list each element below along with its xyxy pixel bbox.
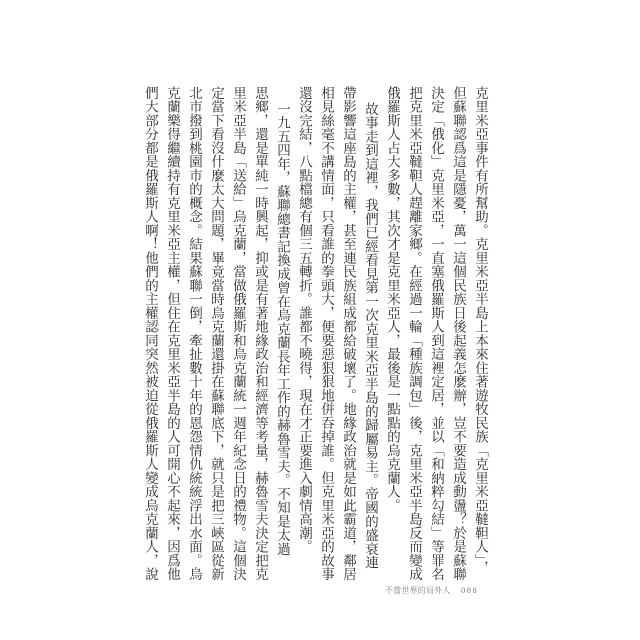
text-column: 一九五四年，蘇聯總書記換成曾在烏克蘭長年工作的赫魯雪夫。不知是太過 (275, 102, 290, 556)
text-column: 俄羅斯人占大多數，其次才是克里米亞人，最後是一點點的烏克蘭人。 (385, 86, 400, 513)
text-column: 但蘇聯認爲這是隱憂，萬一這個民族日後起義怎麼辦，豈不要造成動盪？於是蘇聯 (451, 86, 466, 581)
text-column: 克蘭樂得繼續持有克里米亞主權，但住在克里米亞半島的人可開心不起來，因爲他 (165, 86, 180, 581)
text-column: 還沒完結，八點檔總有個三五轉折。誰都不曉得，現在才正要進入劇情高潮。 (297, 86, 312, 554)
text-column: 相見絲毫不講情面，只看誰的拳頭大，便要惡狠狠地併吞掉誰。但克里米亞的故事 (319, 86, 334, 581)
text-column: 北市撥到桃園市的概念。結果蘇聯一倒，牽扯數十年的恩怨情仇統統浮出水面。烏 (187, 86, 202, 581)
text-column: 把克里米亞韃靼人趕離家鄉。在經過一輪「種族調包」後，克里米亞半島反而變成 (407, 86, 422, 581)
text-column: 故事走到這裡，我們已經看見第一次克里米亞半島的歸屬易主。帝國的盛衰連 (363, 102, 378, 570)
text-column: 們大部分都是俄羅斯人啊！他們的主權認同突然被迫從俄羅斯人變成烏克蘭人，說 (143, 86, 158, 581)
text-column: 決定「俄化」克里米亞，一直塞俄羅斯人到這裡定居，並以「和納粹勾結」等罪名 (429, 86, 444, 581)
page-footer (0, 585, 640, 599)
text-column: 帶影響這座島的主權，甚至連民族組成都給破壞了。地緣政治就是如此霸道，鄰居 (341, 86, 356, 581)
text-column: 思鄉，還是單純一時興起，抑或是有著地緣政治和經濟等考量，赫魯雪夫決定把克 (253, 86, 268, 581)
body-text (139, 86, 491, 583)
text-column: 定當下看沒什麼太大問題，畢竟當時烏克蘭還掛在蘇聯底下，就只是把三峽區從新 (209, 86, 224, 581)
text-column: 里米亞半島「送給」烏克蘭，當做俄羅斯和烏克蘭統一週年紀念日的禮物。這個決 (231, 86, 246, 581)
text-column: 克里米亞事件有所幫助。克里米亞半島上本來住著遊牧民族「克里米亞韃靼人」， (473, 86, 488, 575)
page-number: 088 (461, 585, 479, 595)
running-title: 不當世界的局外人 (385, 586, 451, 595)
